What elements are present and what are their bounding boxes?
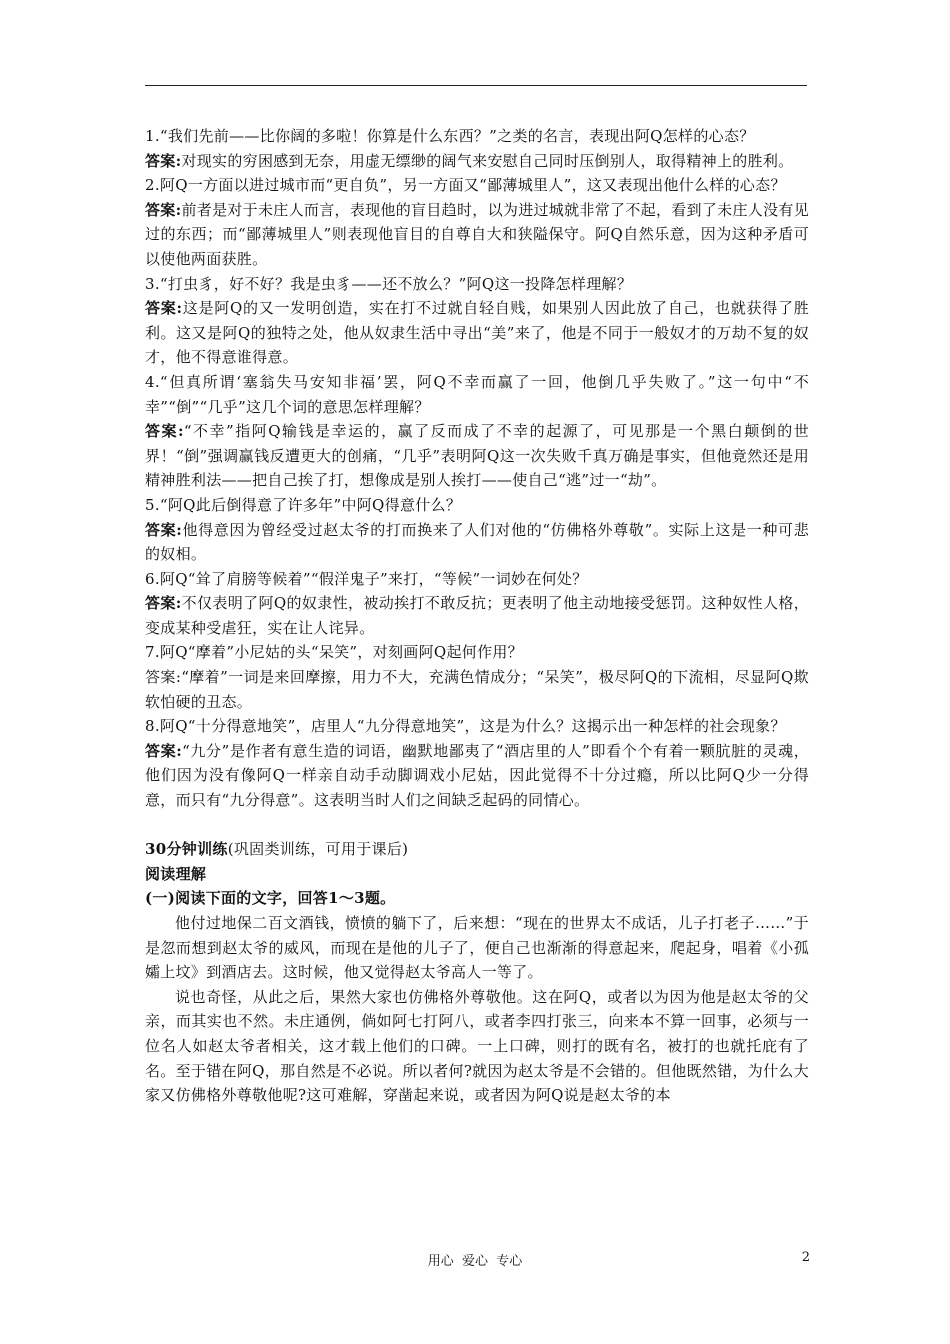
passage-paragraph-1: 他付过地保二百文酒钱，愤愤的躺下了，后来想：“现在的世界太不成话，儿子打老子……”于是忽而想到赵太爷的威风，而现在是他的儿子了，便自己也渐渐的得意起来，爬起身，唱着《小孤孀上坟》到酒店去。这时候，他又觉得赵太爷高人一等了。 (145, 914, 809, 982)
passage-paragraph-2: 说也奇怪，从此之后，果然大家也仿佛格外尊敬他。这在阿Q，或者以为因为他是赵太爷的父亲，而其实也不然。未庄通例，倘如阿七打阿八，或者李四打张三，向来本不算一回事，必须与一位名人如赵太爷者相关，这才载上他们的口碑。一上口碑，则打的既有名，被打的也就托庇有了名。至于错在阿Q，那自然是不必说。所以者何?就因为赵太爷是不会错的。但他既然错，为什么大家又仿佛格外尊敬他呢?这可难解，穿凿起来说，或者因为阿Q说是赵太爷的本 (145, 987, 809, 1105)
answer-text: “摩着”一词是来回摩擦，用力不大，充满色情成分；“呆笑”，极尽阿Q的下流相，尽显阿Q欺软怕硬的丑态。 (145, 668, 809, 711)
question-6: 6.阿Q“耸了肩膀等候着”“假洋鬼子”来打，“等候”一词妙在何处？ (145, 569, 588, 588)
page-content (145, 124, 809, 1108)
answer-8 (145, 739, 809, 813)
answer-2 (145, 198, 809, 272)
answer-text: 前者是对于未庄人而言，表现他的盲目趋时，以为进过城就非常了不起，看到了未庄人没有见过的东西；而“鄙薄城里人”则表现他盲目的自尊自大和狭隘保守。阿Q自然乐意，因为这种矛盾可以使他两面获胜。 (145, 200, 809, 268)
page-number: 2 (801, 1250, 810, 1265)
qa-item-3 (145, 272, 809, 370)
answer-label: 答案: (145, 299, 183, 318)
answer-text: 他得意因为曾经受过赵太爷的打而换来了人们对他的“仿佛格外尊敬”。实际上这是一种可悲的奴相。 (145, 520, 810, 564)
answer-label: 答案: (145, 668, 182, 687)
answer-label: 答案: (145, 741, 183, 760)
training-note: (巩固类训练，可用于课后) (227, 840, 409, 859)
header-rule (145, 85, 807, 86)
subsection-title: (一)阅读下面的文字，回答1～3题。 (145, 889, 396, 908)
qa-item-1 (145, 124, 809, 173)
answer-3 (145, 296, 809, 370)
answer-6 (145, 591, 809, 640)
answer-label: 答案: (145, 594, 182, 613)
footer-motto: 用心 爱心 专心 (427, 1254, 523, 1269)
answer-7 (145, 665, 809, 714)
answer-label: 答案: (145, 200, 182, 219)
question-5: 5.“阿Q此后倒得意了许多年”中阿Q得意什么？ (145, 495, 462, 514)
question-1: 1.“我们先前——比你阔的多啦！你算是什么东西？”之类的名言，表现出阿Q怎样的心态？ (145, 127, 755, 145)
qa-item-7 (145, 640, 809, 714)
answer-text: “不幸”指阿Q输钱是幸运的，赢了反而成了不幸的起源了，可见那是一个黑白颠倒的世界！“倒”强调赢钱反遭更大的创痛，“几乎”表明阿Q这一次失败千真万确是事实，但他竟然还是用精神胜利法——把自己挨了打，想像成是别人挨打——使自己“逃”过一“劫”。 (145, 422, 810, 490)
question-8: 8.阿Q“十分得意地笑”，店里人“九分得意地笑”，这是为什么？这揭示出一种怎样的社会现象？ (145, 717, 786, 736)
answer-text: 这是阿Q的又一发明创造，实在打不过就自轻自贱，如果别人因此放了自己，也就获得了胜利。这又是阿Q的独特之处，他从奴隶生活中寻出“美”来了，他是不同于一般奴才的万劫不复的奴才，他不得意谁得意。 (145, 299, 809, 367)
qa-list (145, 124, 809, 813)
question-3: 3.“打虫豸，好不好？我是虫豸——还不放么？”阿Q这一投降怎样理解？ (145, 274, 633, 293)
answer-label: 答案: (145, 520, 183, 539)
answer-text: 对现实的穷困感到无奈，用虚无缥缈的阔气来安慰自己同时压倒别人，取得精神上的胜利。 (181, 151, 794, 170)
question-7: 7.阿Q“摩着”小尼姑的头“呆笑”，对刻画阿Q起何作用？ (145, 643, 523, 662)
qa-item-5 (145, 493, 809, 567)
qa-item-2 (145, 173, 809, 271)
answer-text: 不仅表明了阿Q的奴隶性，被动挨打不敢反抗；更表明了他主动地接受惩罚。这种奴性人格，变成某种受虐狂，实在让人诧异。 (145, 594, 809, 637)
section-title: 阅读理解 (145, 864, 207, 883)
training-heading (145, 837, 809, 862)
answer-text: “九分”是作者有意生造的词语，幽默地鄙夷了“酒店里的人”即看个个有着一颗肮脏的灵魂，他们因为没有像阿Q一样亲自动手动脚调戏小尼姑，因此觉得不十分过瘾，所以比阿Q少一分得意，而只有“九分得意”。这表明当时人们之间缺乏起码的同情心。 (145, 741, 810, 810)
answer-4 (145, 419, 809, 493)
training-title: 30分钟训练 (145, 840, 228, 859)
answer-label: 答案: (145, 422, 184, 441)
answer-label: 答案: (145, 151, 182, 170)
answer-1 (145, 149, 809, 174)
question-4: 4.“但真所谓‘塞翁失马安知非福’罢，阿Q不幸而赢了一回，他倒几乎失败了。”这一句中“不幸”“倒”“几乎”这几个词的意思怎样理解？ (145, 372, 809, 416)
qa-item-8 (145, 714, 809, 812)
answer-5 (145, 518, 809, 567)
section-gap (145, 813, 809, 838)
qa-item-6 (145, 567, 809, 641)
qa-item-4 (145, 370, 809, 493)
question-2: 2.阿Q一方面以进过城市而“更自负”，另一方面又“鄙薄城里人”，这又表现出他什么样的心态？ (145, 176, 786, 195)
